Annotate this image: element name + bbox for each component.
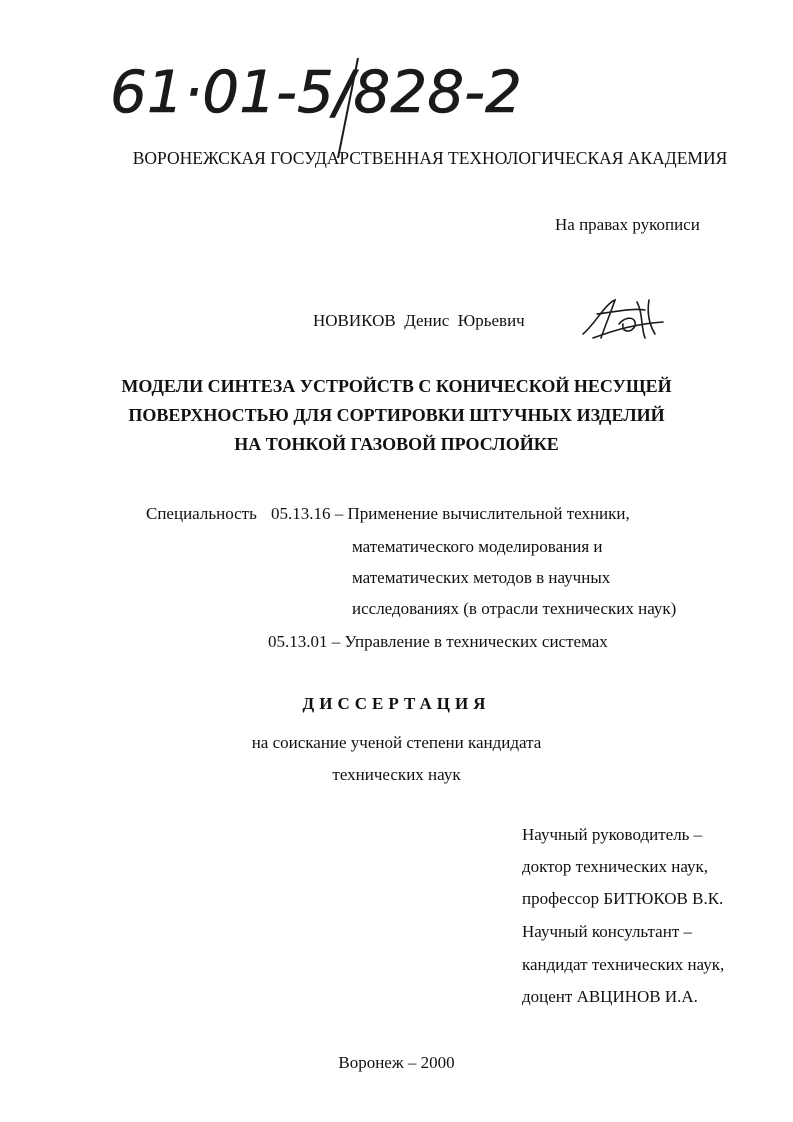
degree-line-2: технических наук	[332, 765, 461, 784]
supervisor-line-2: доктор технических наук,	[522, 857, 709, 876]
specialty-line-1: 05.13.16 – Применение вычислительной техники,	[271, 504, 630, 523]
title-line-2: ПОВЕРХНОСТЬЮ ДЛЯ СОРТИРОВКИ ШТУЧНЫХ ИЗДЕЛИЙ	[128, 405, 665, 425]
specialty-line-5: 05.13.01 – Управление в технических системах	[268, 632, 608, 651]
degree-line-1: на соискание ученой степени кандидата	[251, 733, 542, 752]
supervisor-line-3: профессор БИТЮКОВ В.К.	[522, 889, 724, 908]
signature	[575, 294, 670, 342]
rights-note: На правах рукописи	[555, 215, 700, 234]
specialty-line-4: исследованиях (в отрасли технических наук)	[352, 599, 677, 618]
consultant-line-3: доцент АВЦИНОВ И.А.	[522, 987, 698, 1006]
handwritten-number-text: 61·01-5/828-2	[110, 58, 522, 126]
consultant-line-2: кандидат технических наук,	[522, 955, 725, 974]
specialty-line-2: математического моделирования и	[352, 537, 603, 556]
title-line-1: МОДЕЛИ СИНТЕЗА УСТРОЙСТВ С КОНИЧЕСКОЙ НЕСУЩЕЙ	[121, 376, 672, 396]
specialty-line-3: математических методов в научных	[352, 568, 611, 587]
author-name: НОВИКОВ Денис Юрьевич	[313, 311, 525, 330]
title-line-3: НА ТОНКОЙ ГАЗОВОЙ ПРОСЛОЙКЕ	[234, 434, 559, 454]
organization-name: ВОРОНЕЖСКАЯ ГОСУДАРСТВЕННАЯ ТЕХНОЛОГИЧЕСКАЯ АКАДЕМИЯ	[132, 148, 728, 168]
specialty-label: Специальность	[146, 504, 257, 523]
document-type: ДИССЕРТАЦИЯ	[302, 694, 491, 713]
consultant-line-1: Научный консультант –	[522, 922, 692, 941]
city-year: Воронеж – 2000	[338, 1053, 455, 1072]
handwritten-number	[110, 50, 630, 160]
supervisor-line-1: Научный руководитель –	[522, 825, 703, 844]
